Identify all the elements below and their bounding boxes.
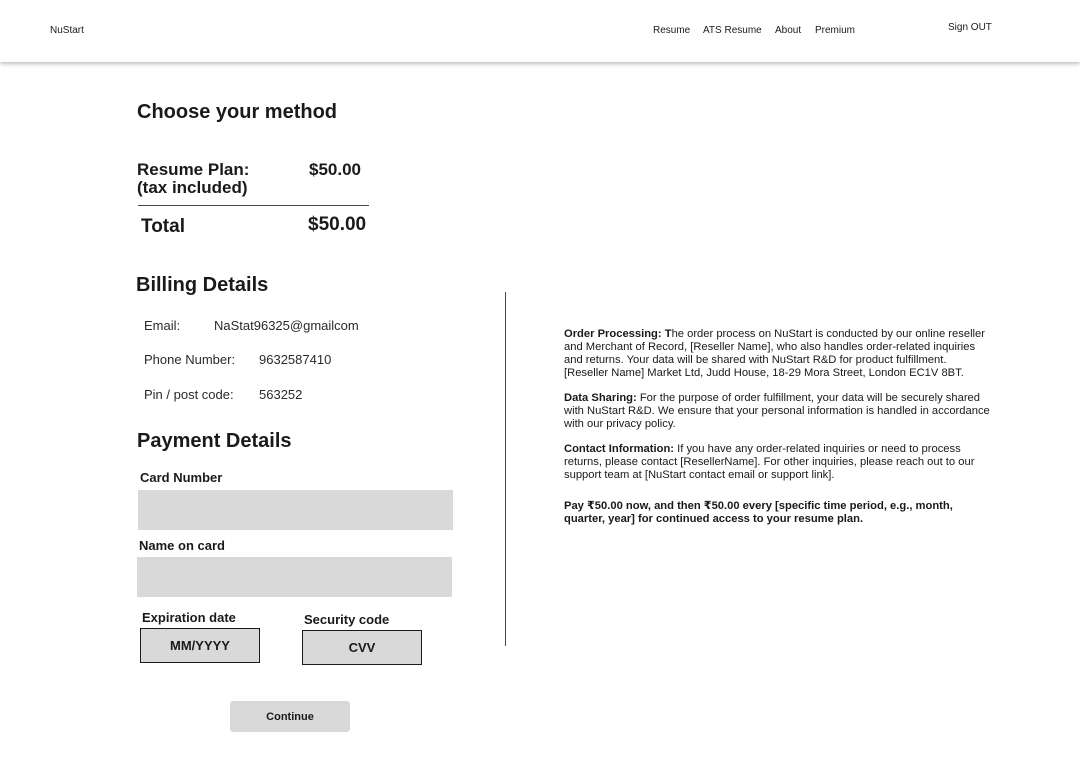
data-sharing-title: Data Sharing: — [564, 392, 637, 404]
total-label: Total — [141, 216, 185, 237]
payment-title: Payment Details — [137, 430, 292, 452]
name-on-card-label: Name on card — [139, 538, 225, 553]
email-label: Email: — [144, 318, 181, 333]
cvv-label: Security code — [304, 612, 390, 627]
continue-button[interactable]: Continue — [230, 701, 350, 732]
page-title: Choose your method — [137, 101, 338, 123]
order-processing-text: he order process on NuStart is conducted by our online reseller and Merchant of Record, [Reseller Name], who also handles order-related inquiries and returns. Your data will be shared with NuStart R&D for product fulfillment. [Reseller Name] Market Ltd, Judd House, 18-29 Mora Street, London EC1V 8BT. — [564, 328, 985, 379]
order-processing-title: Order Processing: T — [564, 328, 672, 340]
pay-schedule-info — [564, 500, 964, 526]
total-value: $50.00 — [308, 214, 367, 235]
expiry-label: Expiration date — [142, 610, 236, 625]
nav-link-premium[interactable]: Premium — [815, 25, 856, 36]
plan-price: $50.00 — [309, 160, 361, 179]
pin-label: Pin / post code: — [144, 387, 234, 402]
card-number-label: Card Number — [140, 470, 223, 485]
billing-title: Billing Details — [136, 274, 269, 296]
phone-label: Phone Number: — [144, 352, 236, 367]
cvv-input[interactable] — [302, 630, 422, 665]
nav-link-resume[interactable]: Resume — [653, 25, 691, 36]
data-sharing-text: For the purpose of order fulfillment, your data will be securely shared with NuStart R&D. We ensure that your personal information is handled in accordance with our privacy policy. — [564, 392, 990, 430]
contact-info — [564, 443, 992, 482]
order-processing-info — [564, 328, 992, 380]
expiry-input[interactable] — [140, 628, 260, 663]
nav-link-about[interactable]: About — [775, 25, 802, 36]
plan-label: Resume Plan: — [137, 160, 250, 179]
plan-tax-note: (tax included) — [137, 178, 248, 197]
pin-value: 563252 — [259, 387, 303, 402]
top-navbar — [0, 0, 1080, 62]
contact-info-title: Contact Information: — [564, 443, 675, 455]
summary-divider — [138, 205, 369, 206]
brand-logo[interactable]: NuStart — [50, 25, 84, 36]
name-on-card-input[interactable] — [137, 557, 452, 597]
vertical-divider — [505, 292, 506, 646]
nav-link-ats-resume[interactable]: ATS Resume — [703, 25, 762, 36]
email-value: NaStat96325@gmailcom — [214, 318, 359, 333]
contact-info-text: If you have any order-related inquiries or need to process returns, please contact [ResellerName]. For other inquiries, please reach out to our support team at [NuStart contact email or support link]. — [564, 443, 975, 481]
card-number-input[interactable] — [138, 490, 453, 530]
sign-out-button[interactable]: Sign OUT — [948, 22, 992, 33]
phone-value: 9632587410 — [259, 352, 332, 367]
data-sharing-info — [564, 392, 992, 431]
pay-schedule-text: Pay ₹50.00 now, and then ₹50.00 every [specific time period, e.g., month, quarter, year] for continued access to your resume plan. — [564, 500, 953, 525]
